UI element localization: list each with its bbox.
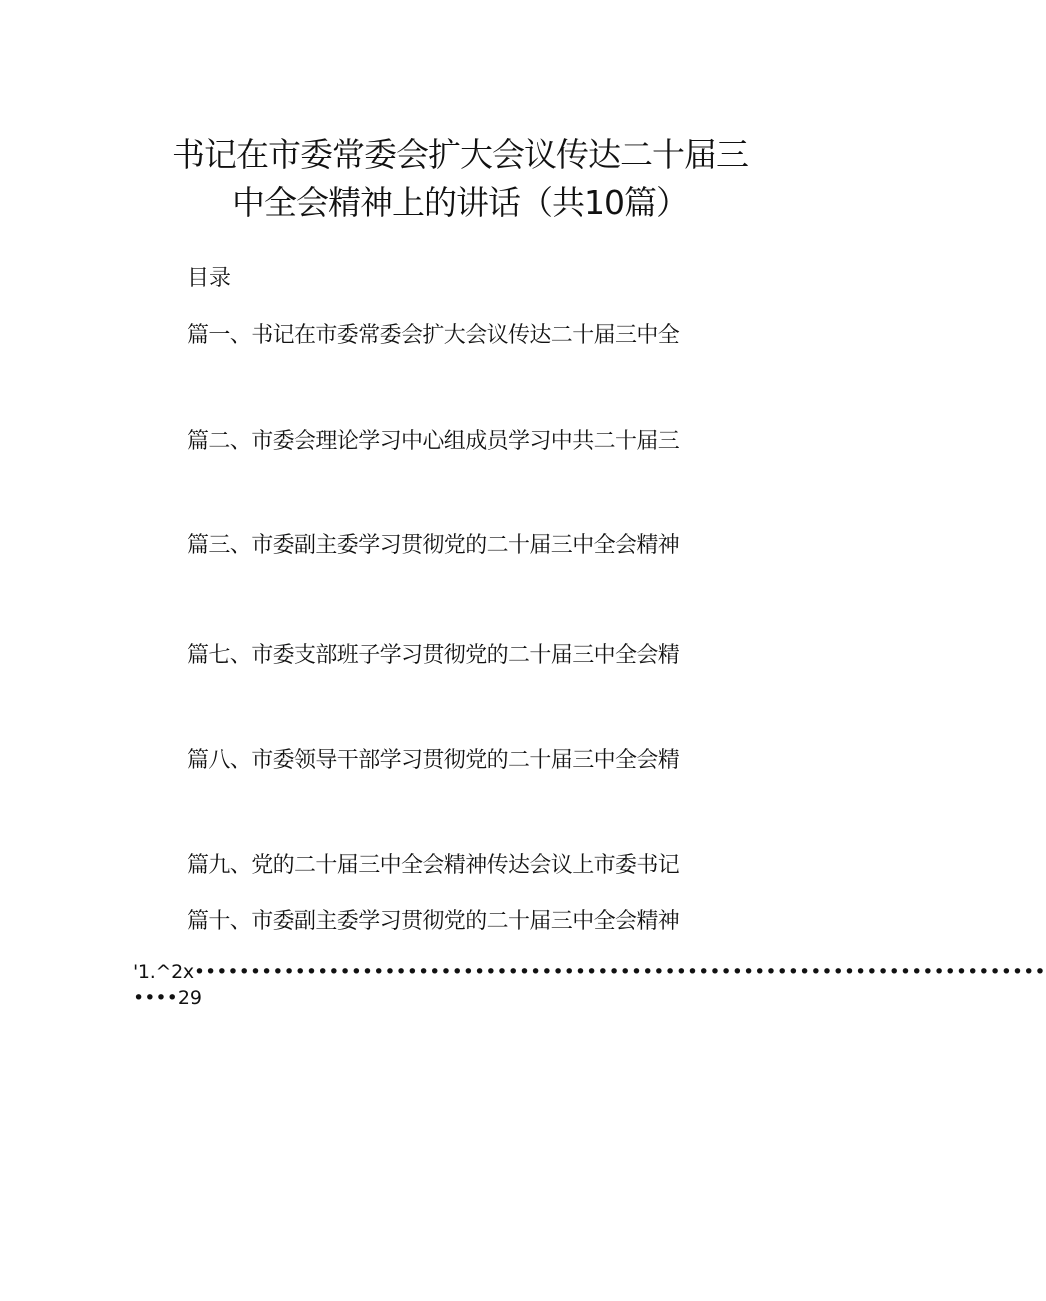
toc-leader-dots-2: •••• (133, 987, 178, 1009)
document-title-line-2: 中全会精神上的讲话（共10篇） (232, 183, 688, 222)
toc-leader-dots: •••••••••••••••••••••••••••••••••••••••••••••••••••••••••••••••••••••••••••• (193, 961, 1046, 983)
toc-item[interactable]: 篇七、市委支部班子学习贯彻党的二十届三中全会精 (187, 643, 680, 668)
document-title-line-1: 书记在市委常委会扩大会议传达二十届三 (172, 135, 748, 174)
toc-item[interactable]: 篇八、市委领导干部学习贯彻党的二十届三中全会精 (187, 748, 680, 773)
toc-heading: 目录 (187, 266, 232, 291)
toc-leader-line (133, 960, 1046, 984)
toc-page-number: 29 (177, 987, 203, 1009)
toc-item[interactable]: 篇二、市委会理论学习中心组成员学习中共二十届三 (187, 429, 680, 454)
toc-item[interactable]: 篇三、市委副主委学习贯彻党的二十届三中全会精神 (187, 533, 680, 558)
toc-leader-prefix: '1.^2x (133, 961, 194, 983)
toc-item[interactable]: 篇十、市委副主委学习贯彻党的二十届三中全会精神 (187, 909, 680, 934)
toc-item[interactable]: 篇九、党的二十届三中全会精神传达会议上市委书记 (187, 853, 680, 878)
toc-leader-line-2 (133, 986, 202, 1010)
toc-item[interactable]: 篇一、书记在市委常委会扩大会议传达二十届三中全 (187, 323, 680, 348)
